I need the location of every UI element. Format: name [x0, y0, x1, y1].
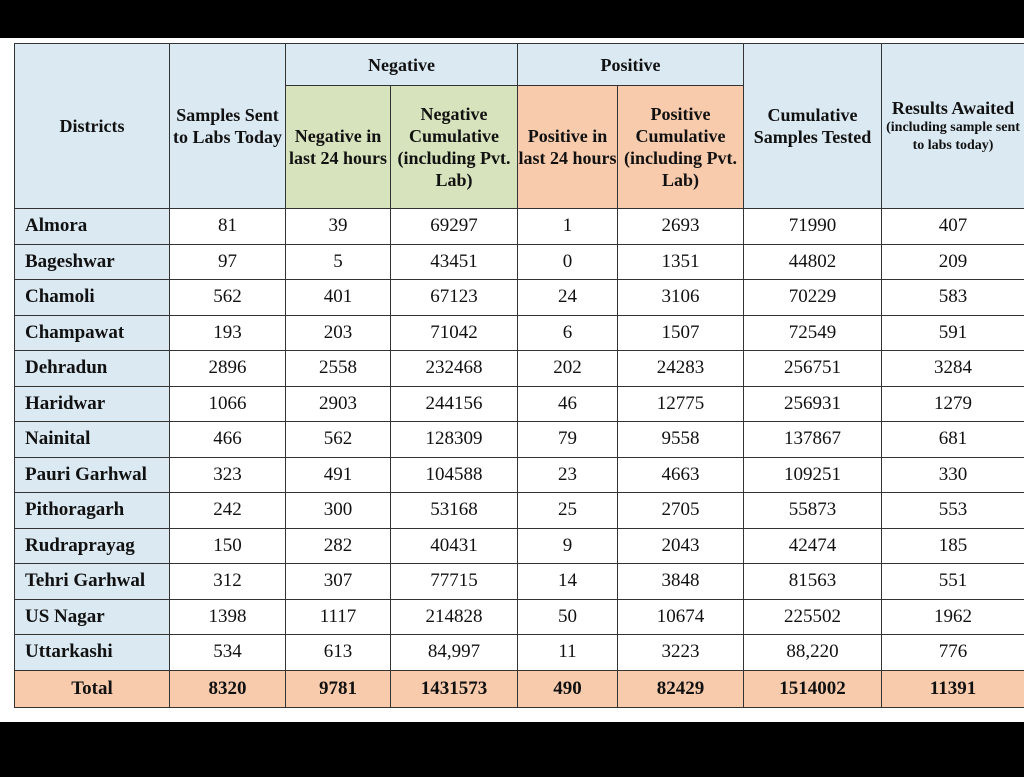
table-row	[15, 422, 1024, 458]
table-cell: 2896	[170, 351, 286, 387]
table-cell: 10674	[618, 599, 744, 635]
table-cell: 330	[882, 457, 1024, 493]
table-cell: 407	[882, 209, 1024, 245]
table-cell: 0	[518, 244, 618, 280]
table-cell: 282	[286, 528, 391, 564]
table-cell: 1962	[882, 599, 1024, 635]
table-cell: 1507	[618, 315, 744, 351]
table-cell: 613	[286, 635, 391, 671]
table-cell: 88,220	[744, 635, 882, 671]
table-cell: 1279	[882, 386, 1024, 422]
table-cell: 2705	[618, 493, 744, 529]
total-cell: 1431573	[391, 670, 518, 707]
table-cell: 244156	[391, 386, 518, 422]
table-cell: 466	[170, 422, 286, 458]
district-name: Rudraprayag	[15, 528, 170, 564]
total-cell: 490	[518, 670, 618, 707]
table-cell: 79	[518, 422, 618, 458]
table-cell: 491	[286, 457, 391, 493]
table-cell: 71042	[391, 315, 518, 351]
district-name: Nainital	[15, 422, 170, 458]
table-cell: 53168	[391, 493, 518, 529]
header-negative-cumulative: Negative Cumulative (including Pvt. Lab)	[391, 86, 518, 209]
table-cell: 583	[882, 280, 1024, 316]
table-cell: 42474	[744, 528, 882, 564]
table-cell: 137867	[744, 422, 882, 458]
table-row	[15, 564, 1024, 600]
header-positive-24h: Positive in last 24 hours	[518, 86, 618, 209]
table-cell: 681	[882, 422, 1024, 458]
table-cell: 1351	[618, 244, 744, 280]
table-cell: 3106	[618, 280, 744, 316]
header-cumulative-tested: Cumulative Samples Tested	[744, 44, 882, 209]
table-cell: 46	[518, 386, 618, 422]
total-cell: 11391	[882, 670, 1024, 707]
table-cell: 1398	[170, 599, 286, 635]
district-name: Uttarkashi	[15, 635, 170, 671]
header-results-awaited	[882, 44, 1024, 209]
table-cell: 71990	[744, 209, 882, 245]
table-cell: 323	[170, 457, 286, 493]
table-cell: 50	[518, 599, 618, 635]
table-cell: 12775	[618, 386, 744, 422]
table-cell: 312	[170, 564, 286, 600]
total-cell: 8320	[170, 670, 286, 707]
table-cell: 1117	[286, 599, 391, 635]
header-samples-sent: Samples Sent to Labs Today	[170, 44, 286, 209]
table-row	[15, 280, 1024, 316]
district-name: Chamoli	[15, 280, 170, 316]
table-cell: 128309	[391, 422, 518, 458]
table-cell: 11	[518, 635, 618, 671]
district-name: Bageshwar	[15, 244, 170, 280]
table-cell: 9	[518, 528, 618, 564]
table-row	[15, 315, 1024, 351]
district-rows	[15, 209, 1024, 671]
table-row	[15, 209, 1024, 245]
district-name: Dehradun	[15, 351, 170, 387]
table-cell: 104588	[391, 457, 518, 493]
table-cell: 401	[286, 280, 391, 316]
table-cell: 23	[518, 457, 618, 493]
table-cell: 43451	[391, 244, 518, 280]
table-cell: 591	[882, 315, 1024, 351]
table-cell: 39	[286, 209, 391, 245]
table-row	[15, 386, 1024, 422]
table-cell: 9558	[618, 422, 744, 458]
table-cell: 81	[170, 209, 286, 245]
table-cell: 300	[286, 493, 391, 529]
district-name: Pithoragarh	[15, 493, 170, 529]
table-cell: 25	[518, 493, 618, 529]
table-cell: 534	[170, 635, 286, 671]
table-cell: 72549	[744, 315, 882, 351]
table-cell: 81563	[744, 564, 882, 600]
table-cell: 256931	[744, 386, 882, 422]
header-negative: Negative	[286, 44, 518, 86]
table-cell: 67123	[391, 280, 518, 316]
table-cell: 232468	[391, 351, 518, 387]
table-cell: 150	[170, 528, 286, 564]
table-cell: 84,997	[391, 635, 518, 671]
table-cell: 2903	[286, 386, 391, 422]
table-cell: 562	[170, 280, 286, 316]
district-name: Champawat	[15, 315, 170, 351]
table-cell: 307	[286, 564, 391, 600]
table-row	[15, 599, 1024, 635]
table-cell: 70229	[744, 280, 882, 316]
district-name: Tehri Garhwal	[15, 564, 170, 600]
table-cell: 55873	[744, 493, 882, 529]
table-cell: 1066	[170, 386, 286, 422]
table-cell: 3848	[618, 564, 744, 600]
table-cell: 776	[882, 635, 1024, 671]
table-row	[15, 493, 1024, 529]
district-name: Pauri Garhwal	[15, 457, 170, 493]
table-cell: 551	[882, 564, 1024, 600]
table-cell: 256751	[744, 351, 882, 387]
district-name: Almora	[15, 209, 170, 245]
table-cell: 2693	[618, 209, 744, 245]
total-row	[15, 670, 1024, 707]
table-cell: 14	[518, 564, 618, 600]
table-cell: 214828	[391, 599, 518, 635]
table-cell: 4663	[618, 457, 744, 493]
table-row	[15, 528, 1024, 564]
total-label: Total	[15, 670, 170, 707]
table-cell: 193	[170, 315, 286, 351]
table-cell: 6	[518, 315, 618, 351]
table-cell: 553	[882, 493, 1024, 529]
table-cell: 3223	[618, 635, 744, 671]
table-cell: 185	[882, 528, 1024, 564]
table-cell: 3284	[882, 351, 1024, 387]
table-cell: 2043	[618, 528, 744, 564]
table-cell: 202	[518, 351, 618, 387]
table-cell: 209	[882, 244, 1024, 280]
table-cell: 24	[518, 280, 618, 316]
header-districts: Districts	[15, 44, 170, 209]
total-cell: 9781	[286, 670, 391, 707]
table-cell: 2558	[286, 351, 391, 387]
table-cell: 97	[170, 244, 286, 280]
covid-district-table	[14, 43, 1024, 708]
total-cell: 1514002	[744, 670, 882, 707]
total-cell: 82429	[618, 670, 744, 707]
header-positive-cumulative: Positive Cumulative (including Pvt. Lab)	[618, 86, 744, 209]
table-cell: 1	[518, 209, 618, 245]
table-cell: 203	[286, 315, 391, 351]
header-results-awaited-note: (including sample sent to labs today)	[886, 120, 1020, 153]
district-name: Haridwar	[15, 386, 170, 422]
header-positive: Positive	[518, 44, 744, 86]
table-cell: 69297	[391, 209, 518, 245]
table-row	[15, 351, 1024, 387]
table-cell: 40431	[391, 528, 518, 564]
table-cell: 44802	[744, 244, 882, 280]
header-results-awaited-title: Results Awaited	[891, 98, 1015, 118]
table-row	[15, 244, 1024, 280]
table-cell: 5	[286, 244, 391, 280]
table-cell: 225502	[744, 599, 882, 635]
table-cell: 562	[286, 422, 391, 458]
header-negative-24h: Negative in last 24 hours	[286, 86, 391, 209]
table-cell: 24283	[618, 351, 744, 387]
table-cell: 242	[170, 493, 286, 529]
table-cell: 109251	[744, 457, 882, 493]
table-cell: 77715	[391, 564, 518, 600]
table-row	[15, 457, 1024, 493]
district-name: US Nagar	[15, 599, 170, 635]
table-row	[15, 635, 1024, 671]
report-sheet	[0, 38, 1024, 722]
